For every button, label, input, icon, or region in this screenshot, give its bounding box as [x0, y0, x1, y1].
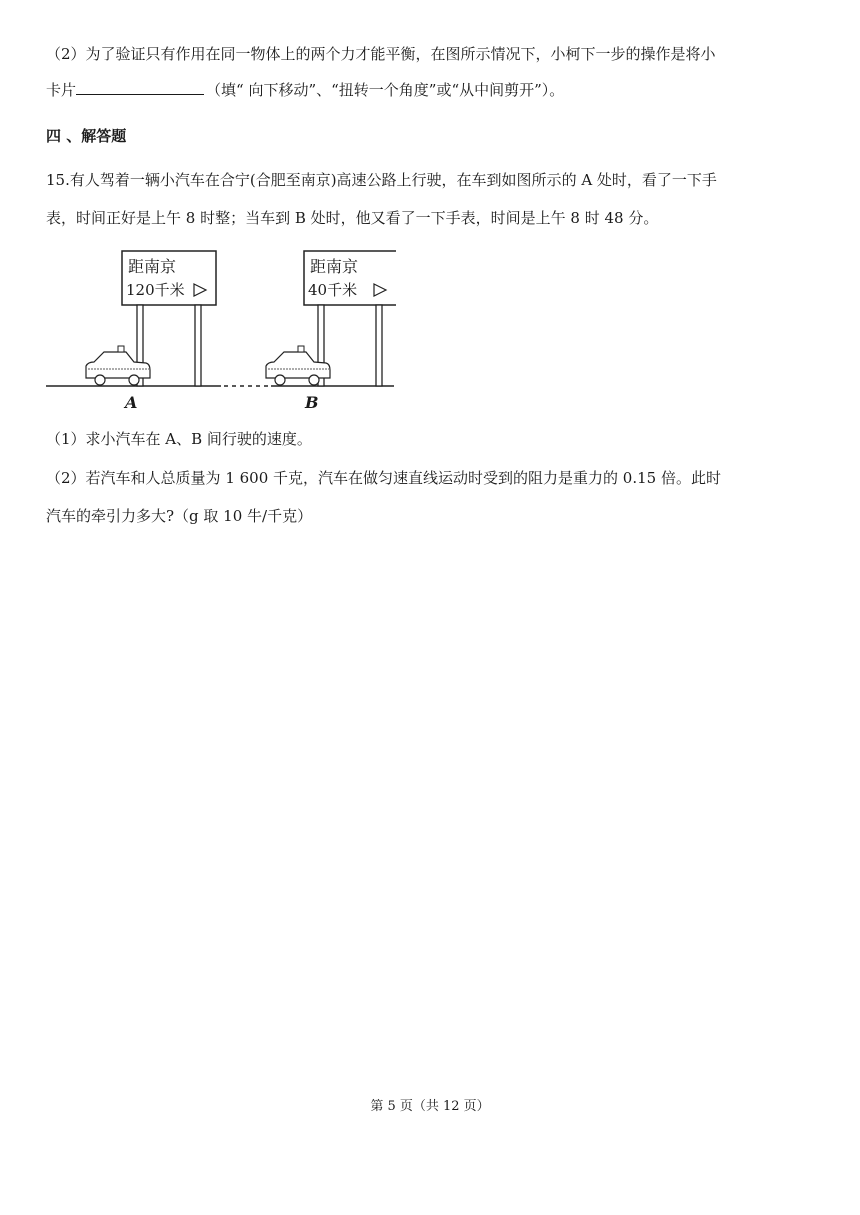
- sign-a-text-2: 120千米: [126, 281, 185, 299]
- q15-stem-line2: 表，时间正好是上午 8 时整；当车到 B 处时，他又看了一下手表，时间是上午 8 时 48 分。: [46, 209, 659, 227]
- q15-stem-line1: 15.有人驾着一辆小汽车在合宁(合肥至南京)高速公路上行驶，在车到如图所示的 A 处时，看了一下手: [46, 171, 717, 189]
- answer-blank: [76, 79, 204, 95]
- q14-part2-suffix: （填“ 向下移动”、“扭转一个角度”或“从中间剪开”）。: [206, 81, 565, 99]
- label-a: A: [125, 393, 138, 412]
- sign-b-post-right: [376, 305, 382, 386]
- sign-a-text-1: 距南京: [128, 257, 177, 276]
- q15-part1: （1）求小汽车在 A、B 间行驶的速度。: [46, 430, 312, 448]
- page-footer: 第 5 页（共 12 页）: [370, 1099, 490, 1114]
- q14-part2-line2: [46, 78, 820, 102]
- road-sign-figure: [46, 248, 396, 413]
- sign-a-post-right: [195, 305, 201, 386]
- section-title: 四 、解答题: [46, 127, 127, 145]
- sign-b-text-2: 40千米: [308, 281, 358, 299]
- q15-part2-line2: 汽车的牵引力多大?（g 取 10 牛/千克）: [46, 507, 313, 525]
- q14-part2-line1: （2）为了验证只有作用在同一物体上的两个力才能平衡，在图所示情况下，小柯下一步的操作是将小: [46, 45, 716, 63]
- q15-part2-line1: （2）若汽车和人总质量为 1 600 千克，汽车在做匀速直线运动时受到的阻力是重力的 0.15 倍。此时: [46, 469, 721, 487]
- sign-b-text-1: 距南京: [310, 257, 359, 276]
- q14-part2-prefix: 卡片: [46, 81, 77, 99]
- label-b: B: [305, 393, 319, 412]
